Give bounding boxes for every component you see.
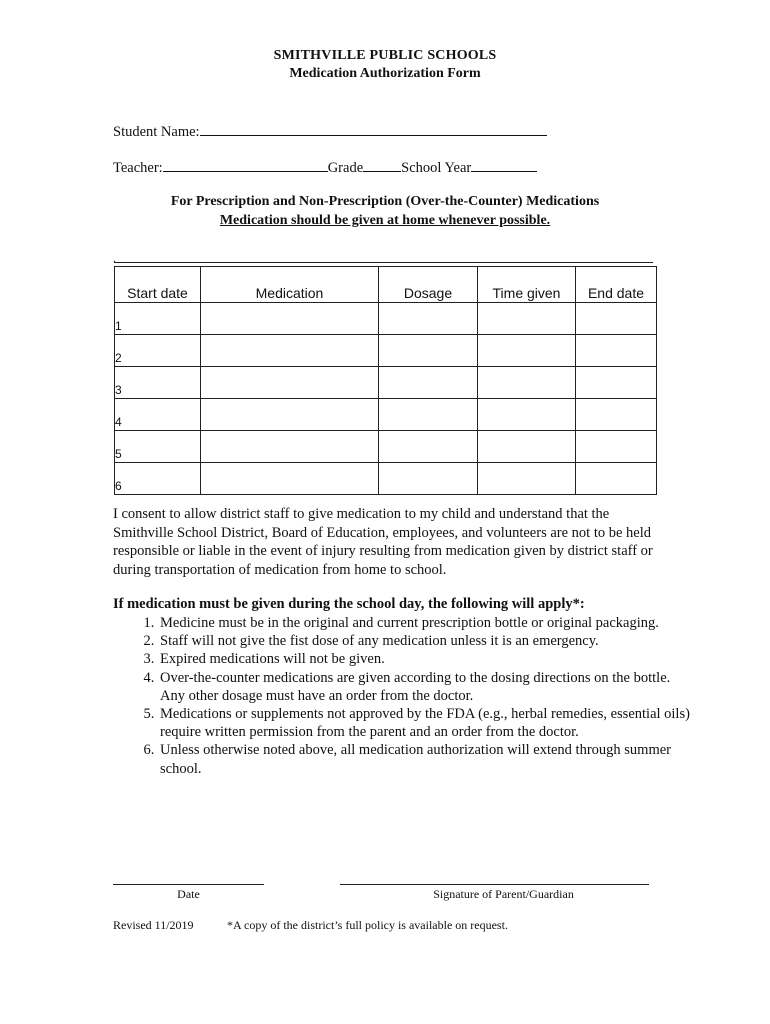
end-date-cell[interactable] (576, 367, 657, 399)
medication-cell[interactable] (201, 335, 379, 367)
list-item: 2. Staff will not give the fist dose of any medication unless it is an emergency. (158, 632, 698, 650)
col-time-given: Time given (478, 267, 576, 303)
form-subtitle: Medication Authorization Form (289, 66, 481, 81)
dosage-cell[interactable] (379, 335, 478, 367)
dosage-cell[interactable] (379, 399, 478, 431)
table-lead-mark: . (113, 251, 116, 265)
end-date-cell[interactable] (576, 303, 657, 335)
medication-cell[interactable] (201, 367, 379, 399)
end-date-cell[interactable] (576, 463, 657, 495)
row-number[interactable]: 5 (115, 431, 201, 463)
end-date-cell[interactable] (576, 399, 657, 431)
table-row (115, 335, 657, 367)
grade-field[interactable] (363, 157, 401, 172)
date-label: Date (177, 887, 200, 901)
list-item: 1. Medicine must be in the original and current prescription bottle or original packaging. (158, 614, 698, 632)
time-given-cell[interactable] (478, 431, 576, 463)
rules-heading: If medication must be given during the school day, the following will apply*: (113, 596, 585, 612)
instructions-subheading: Medication should be given at home whenever possible. (219, 213, 551, 228)
dosage-cell[interactable] (379, 367, 478, 399)
medication-cell[interactable] (201, 463, 379, 495)
time-given-cell[interactable] (478, 399, 576, 431)
parent-signature-line[interactable] (340, 884, 649, 885)
medication-cell[interactable] (201, 431, 379, 463)
date-signature-line[interactable] (113, 884, 264, 885)
form-title: SMITHVILLE PUBLIC SCHOOLS (273, 48, 497, 63)
col-start-date: Start date (115, 267, 201, 303)
dosage-cell[interactable] (379, 463, 478, 495)
table-header-row (115, 267, 657, 303)
time-given-cell[interactable] (478, 463, 576, 495)
table-row (115, 431, 657, 463)
row-number[interactable]: 4 (115, 399, 201, 431)
table-top-rule (114, 262, 653, 263)
list-item: 5. Medications or supplements not approved by the FDA (e.g., herbal remedies, essential oils) require written permission from the parent and an order from the doctor. (158, 705, 698, 741)
medication-table (114, 266, 657, 495)
row-number[interactable]: 6 (115, 463, 201, 495)
end-date-cell[interactable] (576, 431, 657, 463)
dosage-cell[interactable] (379, 303, 478, 335)
medication-cell[interactable] (201, 399, 379, 431)
table-row (115, 303, 657, 335)
col-dosage: Dosage (379, 267, 478, 303)
student-name-field[interactable] (200, 121, 547, 136)
list-item: 4. Over-the-counter medications are given according to the dosing directions on the bottle. Any other dosage must have an order from the doctor. (158, 669, 698, 705)
table-row (115, 463, 657, 495)
end-date-cell[interactable] (576, 335, 657, 367)
time-given-cell[interactable] (478, 367, 576, 399)
dosage-cell[interactable] (379, 431, 478, 463)
teacher-field[interactable] (163, 157, 328, 172)
instructions-heading: For Prescription and Non-Prescription (Over-the-Counter) Medications (170, 194, 600, 209)
school-year-label: School Year (401, 160, 472, 176)
teacher-label: Teacher: (113, 160, 163, 176)
table-row (115, 399, 657, 431)
rules-list (113, 614, 698, 778)
student-name-row (113, 121, 547, 141)
school-year-field[interactable] (471, 157, 537, 172)
row-number[interactable]: 1 (115, 303, 201, 335)
revised-date: Revised 11/2019 (113, 918, 194, 932)
list-item: 3. Expired medications will not be given. (158, 650, 698, 668)
col-end-date: End date (576, 267, 657, 303)
grade-label: Grade (327, 160, 364, 176)
time-given-cell[interactable] (478, 335, 576, 367)
policy-note: *A copy of the district’s full policy is available on request. (227, 918, 508, 932)
list-item: 6. Unless otherwise noted above, all medication authorization will extend through summer school. (158, 741, 698, 777)
signature-label: Signature of Parent/Guardian (433, 887, 574, 901)
time-given-cell[interactable] (478, 303, 576, 335)
student-name-label: Student Name: (113, 124, 200, 140)
row-number[interactable]: 3 (115, 367, 201, 399)
row-number[interactable]: 2 (115, 335, 201, 367)
col-medication: Medication (201, 267, 379, 303)
teacher-row (113, 157, 537, 177)
table-row (115, 367, 657, 399)
consent-paragraph: I consent to allow district staff to give medication to my child and understand that the Smithville School District, Board of Education, employees, and volunteers are not to be held responsible or liable in the event of injury resulting from medication given by district staff or during transportation of medication from home to school. (113, 506, 653, 578)
medication-cell[interactable] (201, 303, 379, 335)
